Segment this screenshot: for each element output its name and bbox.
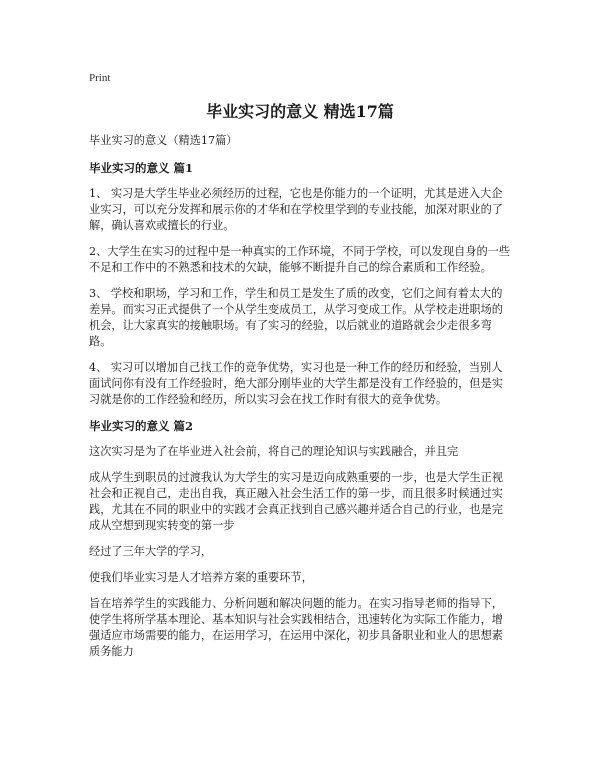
paragraph: 2、大学生在实习的过程中是一种真实的工作环境，不同于学校，可以发现自身的一些不足和工作中的不熟悉和技术的欠缺，能够不断提升自己的综合素质和工作经验。: [89, 245, 511, 274]
document-subtitle: 毕业实习的意义（精选17篇）: [89, 134, 238, 147]
print-label: Print: [89, 72, 111, 84]
section-heading: 毕业实习的意义 篇1: [89, 161, 194, 175]
document-body: [89, 133, 513, 670]
paragraph: 成从学生到职员的过渡我认为大学生的实习是迈向成熟重要的一步，也是大学生正视社会和正视自己，走出自我，真正融入社会生活工作的第一步，而且很多时候通过实践，尤其在不同的职业中的实践才会真正找到自己感兴趣并适合自己的行业，也是完成从空想到现实转变的第一步: [89, 471, 503, 532]
paragraph: 经过了三年大学的学习，: [89, 545, 213, 558]
paragraph: 3、 学校和职场，学习和工作，学生和员工是发生了质的改变，它们之间有着太大的差异。而实习正式提供了一个从学生变成员工，从学习变成工作。从学校走进职场的机会，让大家真实的接触职场。有了实习的经验，以后就业的道路就会少走很多弯路。: [89, 287, 503, 348]
paragraph: 4、 实习可以增加自己找工作的竞争优势，实习也是一种工作的经历和经验，当别人面试问你有没有工作经验时，绝大部分刚毕业的大学生都是没有工作经验的，但是实习就是你的工作经验和经历，所以实习会在找工作时有很大的竞争优势。: [89, 361, 503, 406]
section-2: [89, 418, 513, 660]
section-1: [89, 160, 513, 408]
paragraph: 1、 实习是大学生毕业必须经历的过程，它也是你能力的一个证明，尤其是进入大企业实习，可以充分发挥和展示你的才华和在学校里学到的专业技能，加深对职业的了解，确认喜欢或擅长的行业。: [89, 187, 503, 232]
paragraph: 使我们毕业实习是人才培养方案的重要环节，: [89, 571, 313, 584]
paragraph: 这次实习是为了在毕业进入社会前，将自己的理论知识与实践融合，并且完: [89, 445, 459, 458]
page-title: 毕业实习的意义 精选17篇: [206, 102, 394, 121]
section-heading: 毕业实习的意义 篇2: [89, 419, 194, 433]
paragraph: 旨在培养学生的实践能力、分析问题和解决问题的能力。在实习指导老师的指导下，使学生将所学基本理论、基本知识与社会实践相结合，迅速转化为实际工作能力，增强适应市场需要的能力，在运用学习，在运用中深化，初步具备职业和业人的思想素质务能力: [89, 597, 503, 658]
